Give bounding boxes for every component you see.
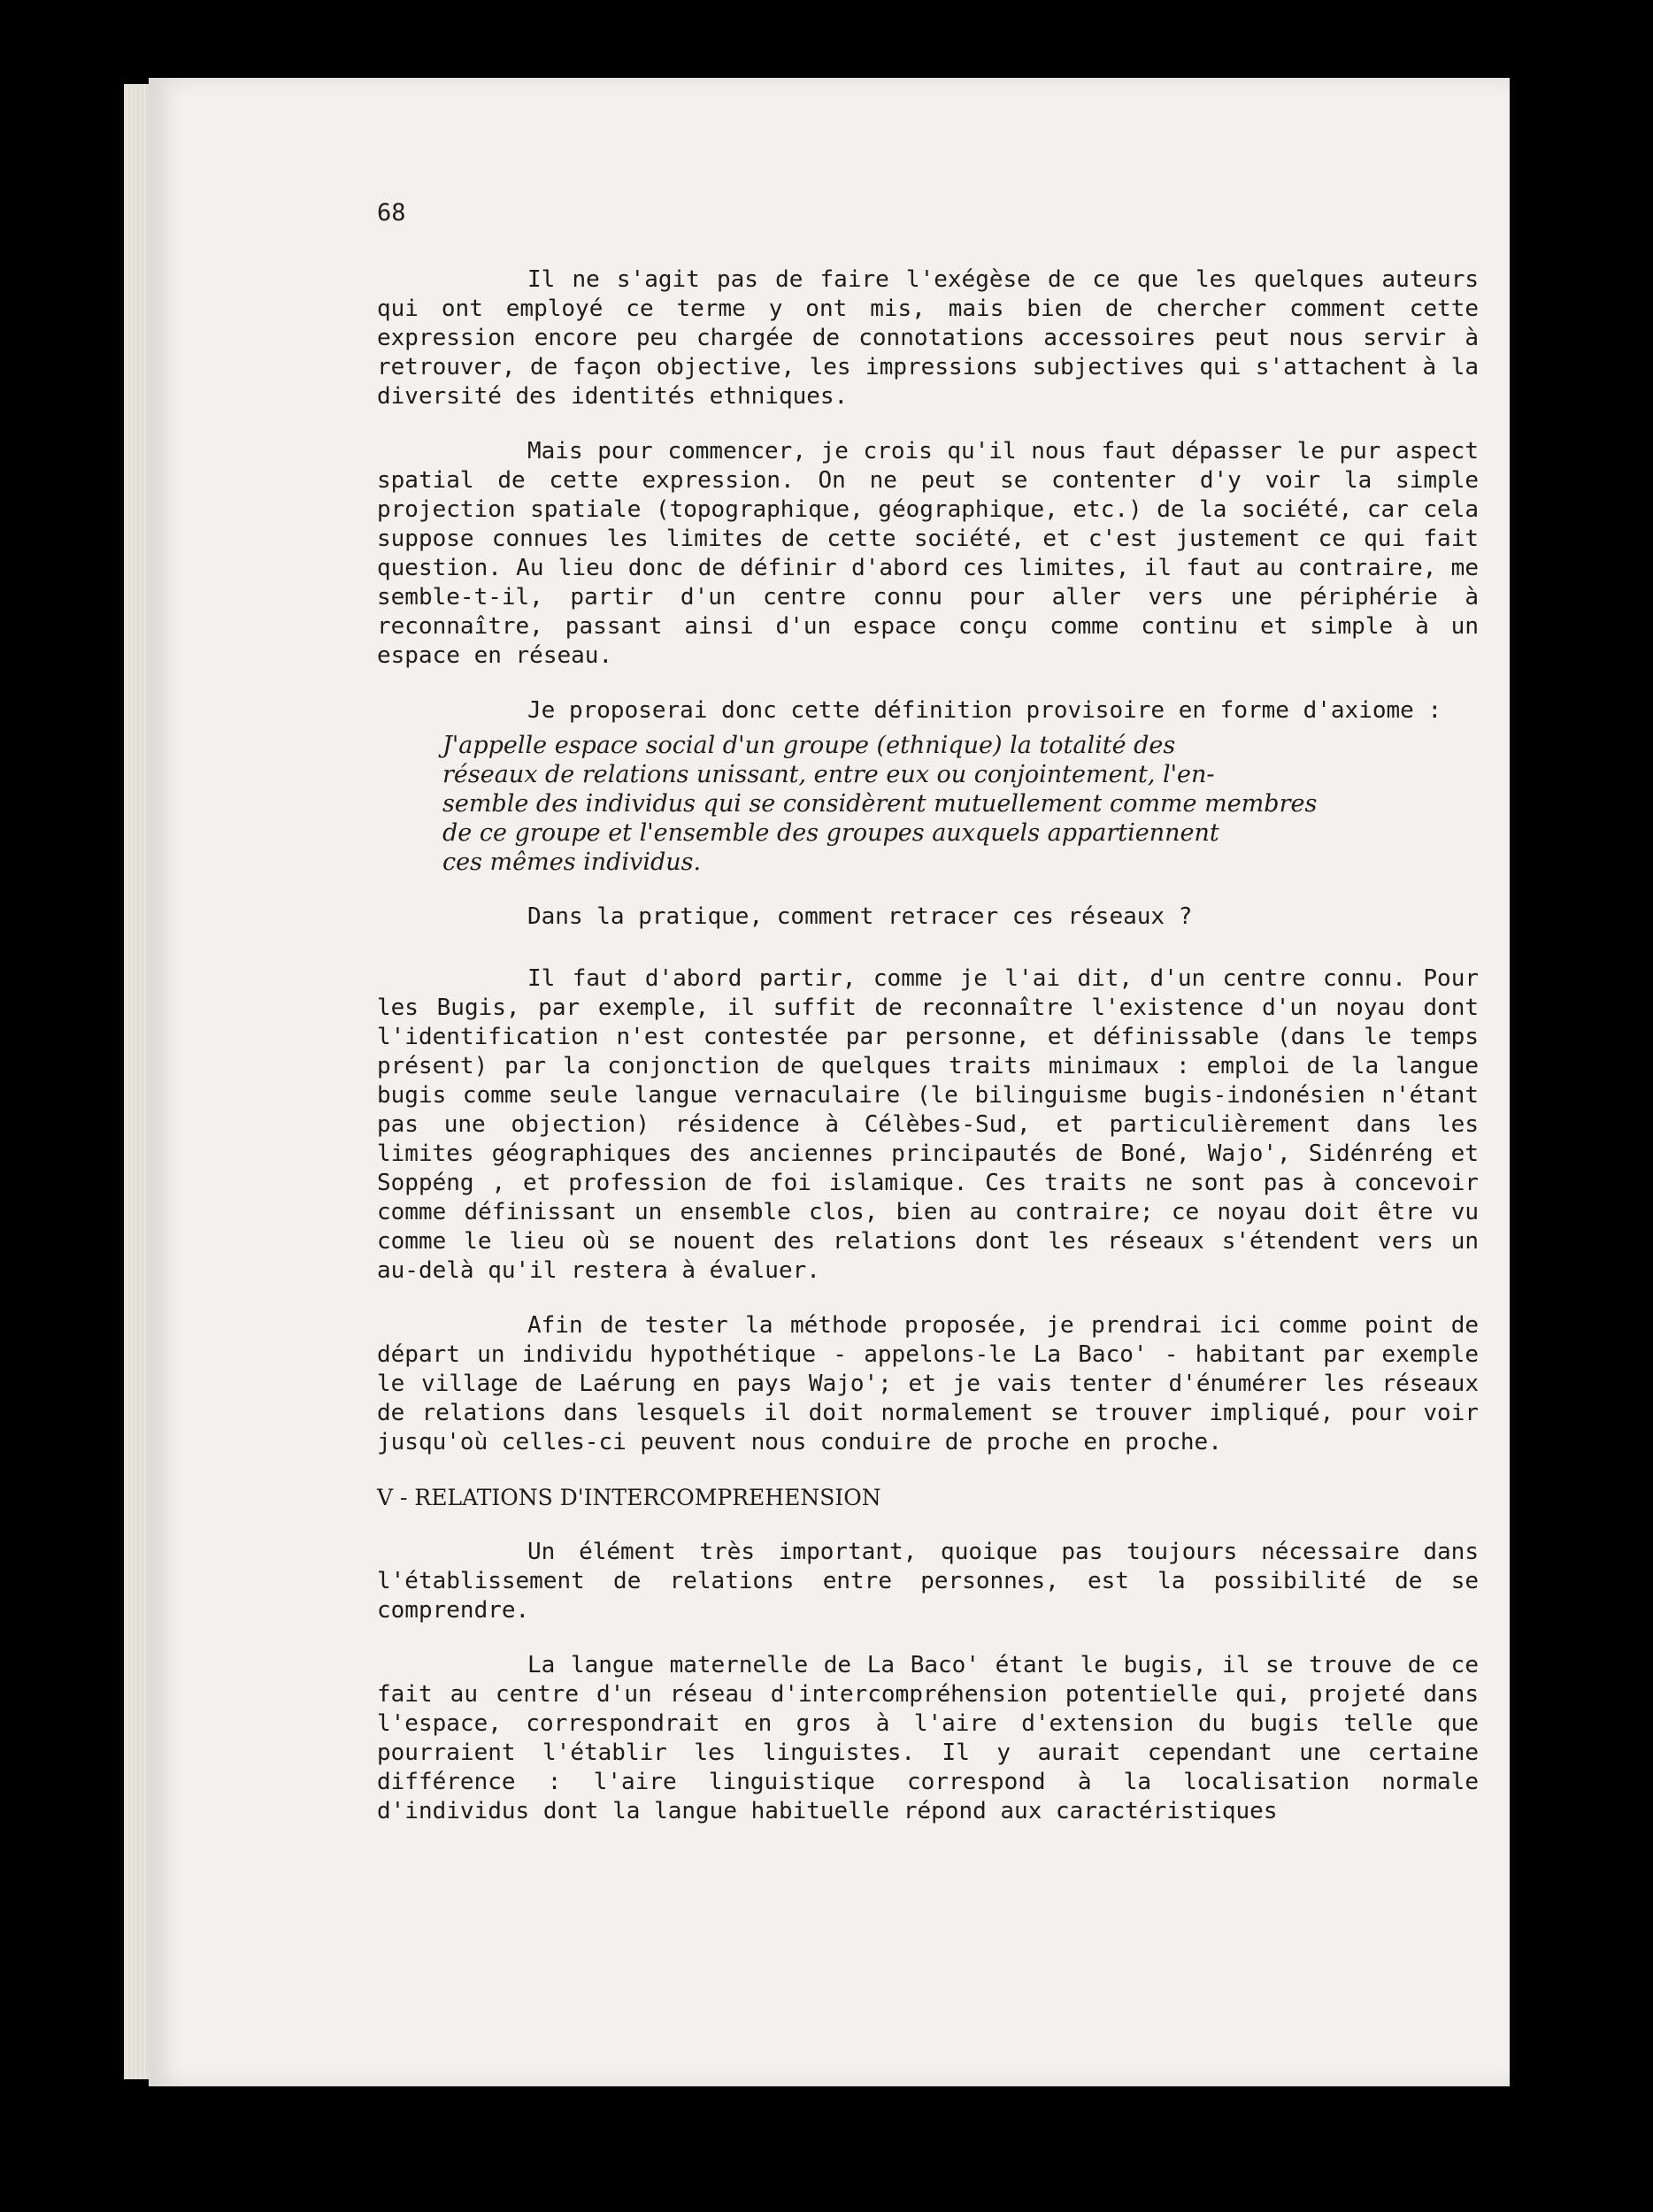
quote-line: de ce groupe et l'ensemble des groupes auxquels appartiennent	[442, 819, 1219, 847]
definition-quote	[442, 731, 1327, 877]
paragraph-3: Je proposerai donc cette définition provisoire en forme d'axiome :	[527, 697, 1442, 724]
quote-line: J'appelle espace social d'un groupe (ethnique) la totalité des	[442, 732, 1176, 759]
paragraph-6: Afin de tester la méthode proposée, je prendrai ici comme point de départ un individu hypothétique - appelons-le La Baco' - habitant par exemple le village de Laérung en pays Wajo'; et je vais tenter d'énumérer les réseaux de relations dans lesquels il doit normalement se trouver impliqué, pour voir jusqu'où celles-ci peuvent nous conduire de proche en proche.	[377, 1312, 1479, 1455]
paragraph-2: Mais pour commencer, je crois qu'il nous faut dépasser le pur aspect spatial de cette expression. On ne peut se contenter d'y voir la simple projection spatiale (topographique, géographique, etc.) de la société, car cela suppose connues les limites de cette société, et c'est justement ce qui fait question. Au lieu donc de définir d'abord ces limites, il faut au contraire, me semble-t-il, partir d'un centre connu pour aller vers une périphérie à reconnaître, passant ainsi d'un espace conçu comme continu et simple à un espace en réseau.	[377, 438, 1479, 669]
quote-line: ces mêmes individus.	[442, 849, 702, 876]
section-heading: V - RELATIONS D'INTERCOMPREHENSION	[377, 1485, 881, 1510]
quote-line: semble des individus qui se considèrent mutuellement comme membres	[442, 790, 1318, 818]
paragraph-5: Il faut d'abord partir, comme je l'ai dit, d'un centre connu. Pour les Bugis, par exemple, il suffit de reconnaître l'existence d'un noyau dont l'identification n'est contestée par personne, et définissable (dans le temps présent) par la conjonction de quelques traits minimaux : emploi de la langue bugis comme seule langue vernaculaire (le bilinguisme bugis-indonésien n'étant pas une objection) résidence à Célèbes-Sud, et particulièrement dans les limites géographiques des anciennes principautés de Boné, Wajo', Sidénréng et Soppéng , et profession de foi islamique. Ces traits ne sont pas à concevoir comme définissant un ensemble clos, bien au contraire; ce noyau doit être vu comme le lieu où se nouent des relations dont les réseaux s'étendent vers un au-delà qu'il restera à évaluer.	[377, 965, 1479, 1284]
paragraph-4: Dans la pratique, comment retracer ces réseaux ?	[527, 903, 1193, 930]
paragraph-8: La langue maternelle de La Baco' étant le bugis, il se trouve de ce fait au centre d'un réseau d'intercompréhension potentielle qui, projeté dans l'espace, correspondrait en gros à l'aire d'extension du bugis telle que pourraient l'établir les linguistes. Il y aurait cependant une certaine différence : l'aire linguistique correspond à la localisation normale d'individus dont la langue habituelle répond aux caractéristiques	[377, 1652, 1479, 1824]
body-text	[377, 265, 1479, 1852]
quote-line: réseaux de relations unissant, entre eux ou conjointement, l'en-	[442, 761, 1215, 788]
paragraph-1: Il ne s'agit pas de faire l'exégèse de ce que les quelques auteurs qui ont employé ce terme y ont mis, mais bien de chercher comment cette expression encore peu chargée de connotations accessoires peut nous servir à retrouver, de façon objective, les impressions subjectives qui s'attachent à la diversité des identités ethniques.	[377, 266, 1479, 410]
paragraph-7: Un élément très important, quoique pas toujours nécessaire dans l'établissement de relations entre personnes, est la possibilité de se comprendre.	[377, 1539, 1479, 1624]
page-number: 68	[377, 199, 406, 227]
